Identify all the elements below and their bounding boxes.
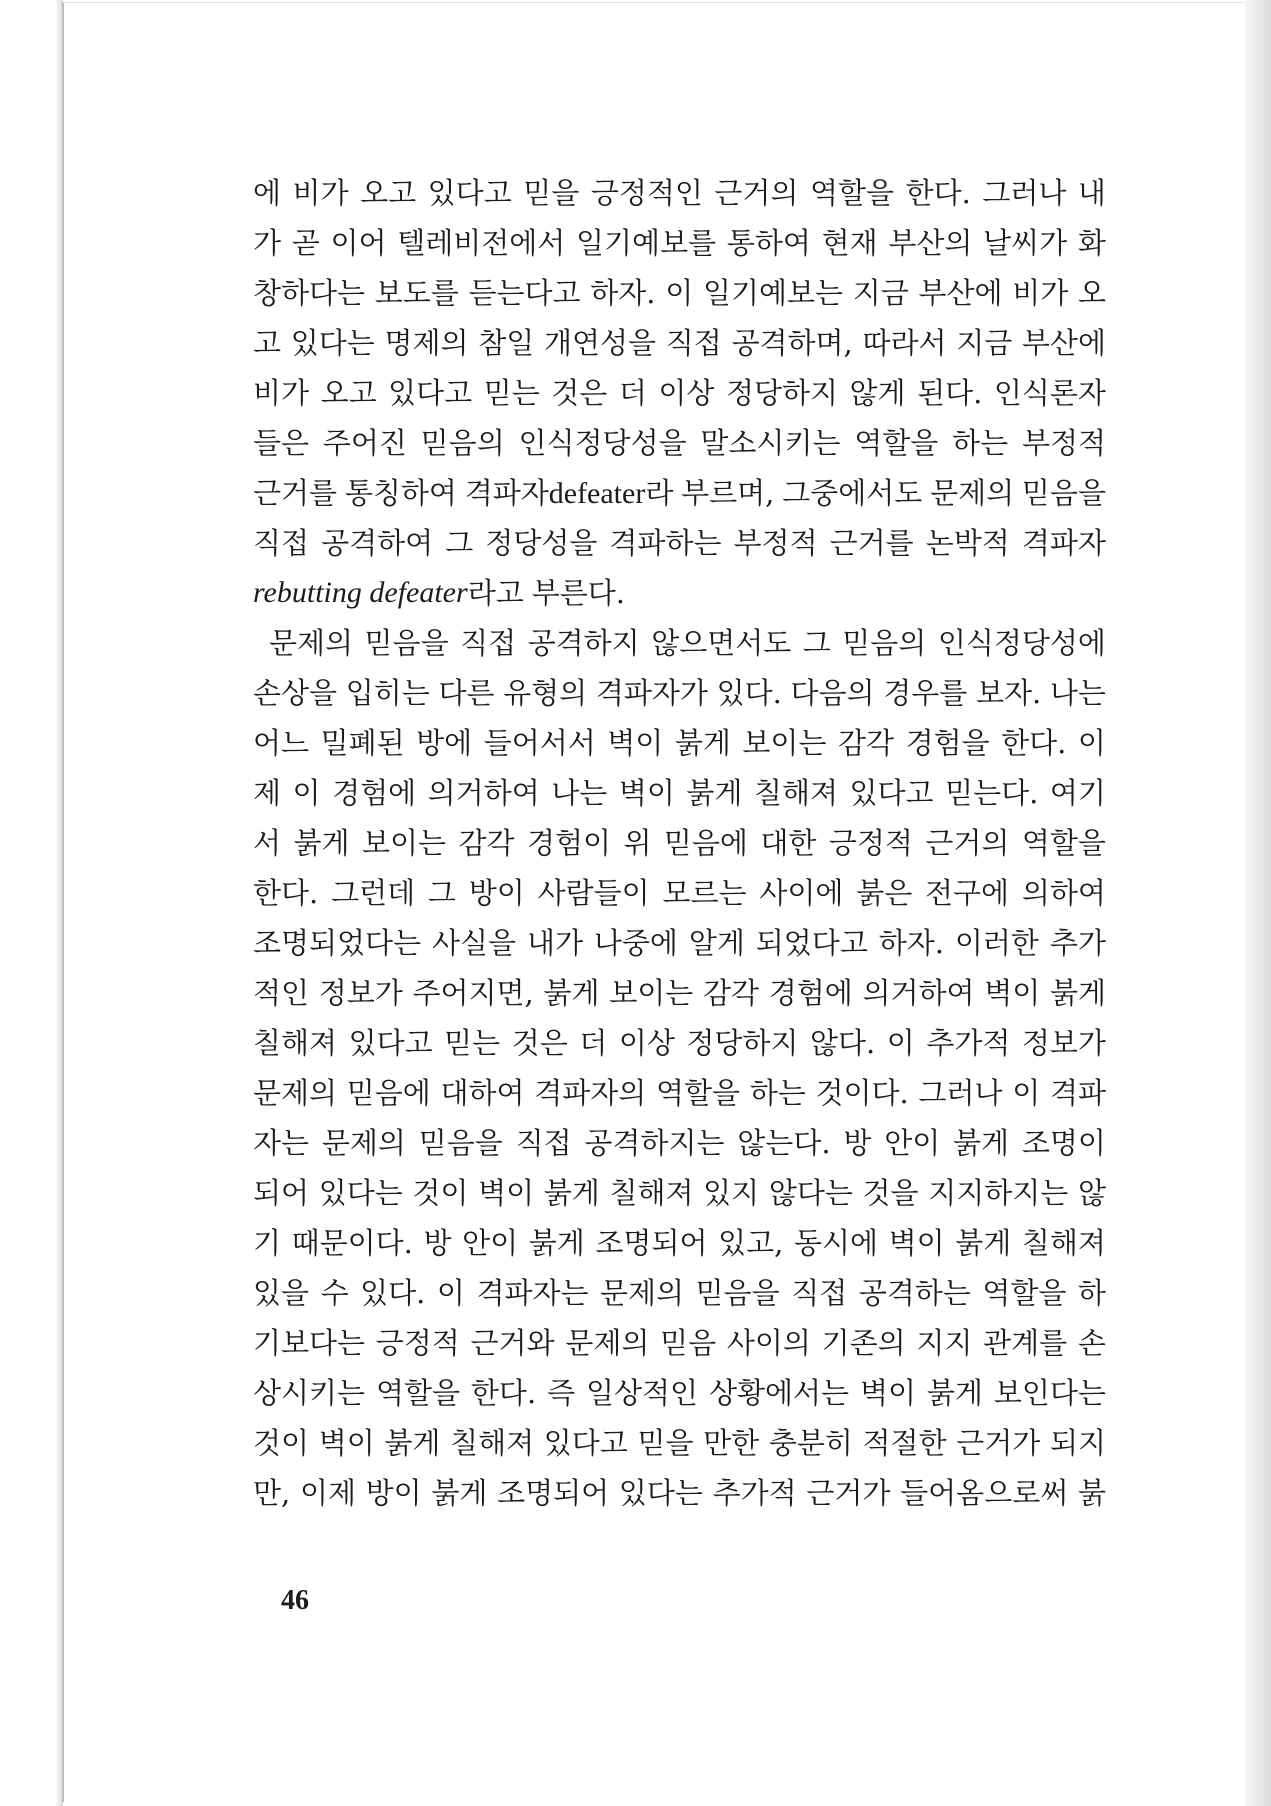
word: 근거가	[956, 1426, 1041, 1460]
text-line	[253, 718, 1106, 768]
word: 근거의	[925, 826, 1010, 860]
word: 수	[320, 1276, 349, 1310]
word: 칠해져	[753, 776, 838, 810]
word: 되지	[1049, 1426, 1106, 1460]
word: 비가	[1012, 276, 1069, 310]
word: 이	[1012, 1076, 1041, 1110]
word: 것을	[862, 1176, 919, 1210]
word: 직접	[253, 526, 310, 560]
word: 대하여	[440, 1076, 525, 1110]
word: 텔레비전에서	[397, 226, 566, 260]
word: 벽이	[888, 1226, 945, 1260]
word: 한다.	[470, 1376, 537, 1410]
word: 내	[1077, 176, 1106, 210]
word: 붉게	[384, 1426, 441, 1460]
word: 창하다는	[253, 276, 366, 310]
word: 직접	[665, 326, 722, 360]
word: 라고	[467, 576, 524, 610]
word: 믿음	[660, 1326, 717, 1360]
word: 비가	[253, 376, 310, 410]
word: 방	[423, 1226, 452, 1260]
word: 믿음에	[663, 826, 748, 860]
word: 듣는다고	[468, 276, 581, 310]
word: 알게	[688, 926, 745, 960]
word: 하자.	[590, 276, 656, 310]
word: 안이	[462, 1226, 519, 1260]
word: 조명되어	[497, 1476, 610, 1510]
word: 위	[623, 826, 652, 860]
word: 보이는	[742, 726, 827, 760]
word: 감각	[702, 976, 759, 1010]
word: 믿음에	[346, 1076, 431, 1110]
word: 칠해져	[253, 1026, 338, 1060]
word: 손상을	[253, 676, 338, 710]
word: 사실을	[432, 926, 517, 960]
word: 정보가	[1021, 1026, 1106, 1060]
word: 격파자의	[534, 1076, 647, 1110]
word: 경우를	[883, 676, 968, 710]
word: 믿음을	[364, 626, 449, 660]
word: 그	[445, 526, 474, 560]
word: 유형의	[503, 676, 588, 710]
word: 기존의	[821, 1326, 906, 1360]
word: 정당성을	[485, 526, 598, 560]
word: 긍정적인	[590, 176, 703, 210]
text-line	[253, 318, 1106, 368]
word: 적절한	[862, 1426, 947, 1460]
word: 일상적인	[586, 1376, 699, 1410]
text-line	[253, 1168, 1106, 1218]
word: 더	[579, 1026, 608, 1060]
word: 근거를	[829, 526, 914, 560]
word: 하자.	[878, 926, 944, 960]
word: 역할을	[854, 426, 939, 460]
word: 더	[618, 376, 647, 410]
word: 조명되어	[595, 1226, 708, 1260]
word: 안이	[884, 1126, 941, 1160]
word: 있다는	[290, 326, 375, 360]
word: 동시에	[793, 1226, 878, 1260]
word: 고	[253, 326, 282, 360]
word: 한다.	[1001, 726, 1067, 760]
word: 벽이	[618, 776, 675, 810]
word: 직접	[791, 1276, 848, 1310]
word: 정당하지	[725, 376, 838, 410]
word: 이제	[299, 1476, 356, 1510]
word: 들어서서	[483, 726, 596, 760]
word: 지지	[916, 1326, 973, 1360]
text-line	[253, 1218, 1106, 1268]
word: 공격하지	[527, 626, 640, 660]
word: 않는다.	[737, 1126, 831, 1160]
word: 경험에	[768, 976, 853, 1010]
word: 믿는	[483, 376, 540, 410]
word: 부른다.	[531, 576, 625, 610]
word: 문제의	[253, 1076, 338, 1110]
word: 들어옴으로써	[900, 1476, 1069, 1510]
text-line	[253, 768, 1106, 818]
word: 역할을	[375, 1376, 461, 1410]
word: 보이는	[609, 976, 694, 1010]
word: 경험을	[905, 726, 990, 760]
word: 칠해져	[609, 1176, 694, 1210]
word: 붉게	[528, 1226, 585, 1260]
word: 사이에	[759, 876, 844, 910]
word: 공격하지는	[584, 1126, 725, 1160]
word: 그	[427, 876, 456, 910]
word: 한다.	[905, 176, 971, 210]
word: 즉	[547, 1376, 576, 1410]
word: 근거와	[470, 1326, 555, 1360]
word: 이러한	[954, 926, 1039, 960]
word: 있다고	[388, 376, 473, 410]
word: 상황에서는	[708, 1376, 850, 1410]
word: 비가	[292, 176, 349, 210]
word: 주어지면,	[412, 976, 534, 1010]
word: 현재	[821, 226, 878, 260]
word: 문제의	[269, 626, 354, 660]
word: 근거를	[253, 476, 338, 510]
word: 붉게	[1049, 976, 1106, 1010]
word: 주어진	[322, 426, 407, 460]
word: 붉게	[953, 1126, 1010, 1160]
word: 오고	[360, 176, 417, 210]
word: 붉게	[543, 976, 600, 1010]
word: 이	[665, 276, 694, 310]
word: 의거하여	[427, 776, 540, 810]
word: 역할을	[809, 176, 895, 210]
word: 만한	[703, 1426, 760, 1460]
word: 적인	[253, 976, 310, 1010]
text-line	[253, 1268, 1106, 1318]
word: 날씨가	[983, 226, 1068, 260]
word: 되어	[253, 1176, 310, 1210]
word: 직접	[515, 1126, 572, 1160]
word: 일기예보는	[702, 276, 844, 310]
word: 있다.	[360, 1276, 426, 1310]
word: 나는	[551, 776, 608, 810]
word: 이	[886, 1026, 915, 1060]
word: 충분히	[768, 1426, 853, 1460]
word: 때문이다.	[291, 1226, 413, 1260]
word: 명제의	[384, 326, 469, 360]
text-line	[253, 868, 1106, 918]
word: 격파자	[1021, 526, 1106, 560]
word: 것이다.	[815, 1076, 909, 1110]
word: 오	[1077, 276, 1106, 310]
word: 있고,	[718, 1226, 784, 1260]
text-line	[253, 918, 1106, 968]
word: 공격하여	[321, 526, 434, 560]
word: 손	[1077, 1326, 1106, 1360]
word: 벽이	[478, 1176, 535, 1210]
word: 모르는	[662, 876, 747, 910]
word: 믿음의	[420, 426, 505, 460]
word: 밀폐된	[320, 726, 405, 760]
word: 의하여	[1021, 876, 1106, 910]
word: 가	[253, 226, 282, 260]
word: 공격하는	[858, 1276, 971, 1310]
text-line	[253, 1368, 1106, 1418]
text-line	[253, 268, 1106, 318]
word: 보이는	[361, 826, 446, 860]
word: 기	[253, 1226, 282, 1260]
word: 만,	[253, 1476, 291, 1510]
word: 다음의	[790, 676, 875, 710]
word: 있다고	[543, 1426, 628, 1460]
word: 격파자가	[595, 676, 708, 710]
word: 어느	[253, 726, 310, 760]
word: 붉게	[431, 1476, 488, 1510]
word: 관계를	[983, 1326, 1068, 1360]
word: 전구에	[925, 876, 1010, 910]
word: 벽이	[859, 1376, 916, 1410]
text-line	[253, 818, 1106, 868]
word: 따라서	[862, 326, 947, 360]
text-line	[253, 618, 1106, 668]
word: 믿는	[444, 1026, 501, 1060]
word: 붉게	[543, 1176, 600, 1210]
word: 긍정적	[375, 1326, 460, 1360]
word: 이어	[330, 226, 387, 260]
word: 것이	[253, 1426, 310, 1460]
word: 보자.	[975, 676, 1042, 710]
word: 그러나	[982, 176, 1067, 210]
word: 격파하는	[609, 526, 722, 560]
word: 격파자defeater라	[465, 468, 674, 518]
page-right-edge	[1245, 0, 1271, 1806]
word: 부정적	[1021, 426, 1106, 460]
word: 하는	[749, 1076, 806, 1110]
word: 그중에서도	[782, 476, 923, 510]
word: 이상	[658, 376, 715, 410]
word: 벽이	[984, 976, 1041, 1010]
word: 있다고	[348, 1026, 433, 1060]
word: 기보다는	[253, 1326, 366, 1360]
word: 근거의	[714, 176, 799, 210]
text-line	[253, 1068, 1106, 1118]
text-line	[253, 1118, 1106, 1168]
word: 긍정적	[828, 826, 913, 860]
word: 않다는	[768, 1176, 853, 1210]
word: 것은	[511, 1026, 568, 1060]
word: 붉게	[955, 1226, 1012, 1260]
word: 일기예보를	[576, 226, 717, 260]
word: 추가적	[712, 1476, 797, 1510]
word: 하	[1077, 1276, 1106, 1310]
text-line	[253, 168, 1106, 218]
word: 부산에	[1021, 326, 1106, 360]
word: 문제의	[930, 476, 1015, 510]
word: 된다.	[917, 376, 983, 410]
word: 참일	[478, 326, 535, 360]
text-line	[253, 968, 1106, 1018]
text-line	[253, 1018, 1106, 1068]
word: 나는	[1049, 676, 1106, 710]
word: 있다는	[618, 1476, 703, 1510]
word: 붉은	[856, 876, 913, 910]
word: 역할을	[656, 1076, 741, 1110]
word: 사람들이	[537, 876, 650, 910]
word: 않으면서도	[651, 626, 792, 660]
word: 곧	[291, 226, 320, 260]
word: 그러나	[918, 1076, 1003, 1110]
word: 상시키는	[253, 1376, 366, 1410]
word: 직접	[460, 626, 517, 660]
word: 붉	[1077, 1476, 1106, 1510]
word: 그런데	[331, 876, 416, 910]
word: 있을	[253, 1276, 310, 1310]
word: 인식정당성에	[937, 626, 1106, 660]
word: 의거하여	[862, 976, 975, 1010]
word: 이	[1077, 726, 1106, 760]
word: 않다.	[809, 1026, 876, 1060]
word: 격파	[1049, 1076, 1106, 1110]
word: 감각	[838, 726, 895, 760]
word: 개연성을	[543, 326, 657, 360]
word: 방이	[468, 876, 525, 910]
word: 공격하며,	[731, 326, 853, 360]
text-line	[253, 418, 1106, 468]
word: 대한	[760, 826, 817, 860]
word: 이상	[618, 1026, 675, 1060]
word: 믿는다.	[945, 776, 1039, 810]
word: 이	[436, 1276, 465, 1310]
word: 지지하지는	[928, 1176, 1069, 1210]
word: 않	[1077, 1176, 1106, 1210]
text-line	[253, 1318, 1106, 1368]
word: 믿을	[637, 1426, 694, 1460]
word: 격파자는	[476, 1276, 589, 1310]
word: 한다.	[253, 876, 319, 910]
word: 있다고	[849, 776, 934, 810]
word: 조명되었다는	[253, 926, 422, 960]
word: 문제의	[321, 1126, 406, 1160]
word: 칠해져	[450, 1426, 535, 1460]
word: 역할을	[982, 1276, 1067, 1310]
text-line	[253, 218, 1106, 268]
word: 정보가	[318, 976, 403, 1010]
word: 역할을	[1021, 826, 1106, 860]
word: 통하여	[726, 226, 811, 260]
word: 문제의	[565, 1326, 650, 1360]
word: 벽이	[607, 726, 664, 760]
word: 사이의	[726, 1326, 811, 1360]
text-line	[253, 518, 1106, 568]
word: 지금	[956, 326, 1013, 360]
word: 있다고	[427, 176, 512, 210]
word: 말소시키는	[700, 426, 841, 460]
word: 보도를	[374, 276, 459, 310]
word: 있다.	[716, 676, 782, 710]
word: 부산의	[888, 226, 973, 260]
word: 방	[843, 1126, 872, 1160]
word: 부정적	[733, 526, 818, 560]
word: 지금	[852, 276, 909, 310]
body-text	[253, 168, 1106, 1518]
page-number: 46	[281, 1585, 309, 1616]
word: 화	[1077, 226, 1106, 260]
word: 에	[253, 176, 282, 210]
word: 벽이	[318, 1426, 375, 1460]
word: 문제의	[600, 1276, 685, 1310]
word: 조명이	[1021, 1126, 1106, 1160]
word: 논박적	[925, 526, 1010, 560]
word: 방이	[365, 1476, 422, 1510]
word: 들은	[253, 426, 310, 460]
word: 않게	[849, 376, 906, 410]
word: 믿음을	[418, 1126, 503, 1160]
text-line	[253, 668, 1106, 718]
text-line	[253, 1468, 1106, 1518]
word: 것이	[412, 1176, 469, 1210]
word: 하는	[952, 426, 1009, 460]
word: 이	[292, 776, 321, 810]
text-line	[253, 1418, 1106, 1468]
word: 붉게	[686, 776, 743, 810]
word: 것은	[551, 376, 608, 410]
word: 붉게	[674, 726, 731, 760]
word: 나중에	[593, 926, 678, 960]
word: 감각	[458, 826, 515, 860]
text-line	[253, 568, 1106, 618]
word: 제	[253, 776, 282, 810]
word: 추가적	[926, 1026, 1011, 1060]
word: 방에	[416, 726, 473, 760]
latin-term: defeater	[548, 477, 646, 510]
word: 칠해져	[1021, 1226, 1106, 1260]
word: 보인다는	[993, 1376, 1106, 1410]
word: 붉게	[293, 826, 350, 860]
word: 있지	[703, 1176, 760, 1210]
word: 되었다고	[755, 926, 868, 960]
word: 입히는	[345, 676, 430, 710]
word: 통칭하여	[344, 476, 457, 510]
word: 다른	[438, 676, 495, 710]
italic-term: rebutting defeater	[253, 576, 468, 609]
word: 추가	[1049, 926, 1106, 960]
word: 여기	[1049, 776, 1106, 810]
word: 서	[253, 826, 282, 860]
word: 부산에	[918, 276, 1003, 310]
word: 경험에	[332, 776, 417, 810]
word: 붉게	[926, 1376, 983, 1410]
word: 인식론자	[993, 376, 1106, 410]
word: 믿음을	[695, 1276, 780, 1310]
word: 자는	[253, 1126, 310, 1160]
word: 인식정당성을	[518, 426, 687, 460]
word: 있다는	[318, 1176, 403, 1210]
text-line	[253, 368, 1106, 418]
word: 믿음을	[1021, 476, 1106, 510]
word: 부르며,	[681, 476, 775, 510]
word: 근거가	[806, 1476, 891, 1510]
word: 믿을	[523, 176, 580, 210]
word: 정당하지	[686, 1026, 799, 1060]
word: 오고	[320, 376, 377, 410]
word: 믿음의	[842, 626, 927, 660]
word: 경험이	[526, 826, 611, 860]
word: 내가	[526, 926, 583, 960]
word: 그	[802, 626, 831, 660]
text-line	[253, 468, 1106, 518]
